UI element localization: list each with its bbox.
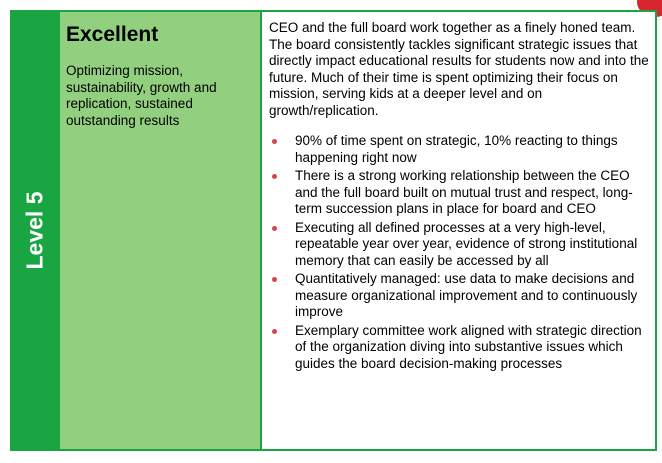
bullet-item bbox=[269, 133, 649, 166]
bullet-item bbox=[269, 323, 649, 373]
level-column bbox=[12, 12, 60, 449]
bullet-text: There is a strong working relationship between the CEO and the full board built on mutual trust and respect, long-term succession plans in place for board and CEO bbox=[295, 168, 633, 216]
detail-column bbox=[262, 12, 655, 449]
bullet-item bbox=[269, 271, 649, 321]
bullet-item bbox=[269, 220, 649, 270]
rating-description: Optimizing mission, sustainability, growth and replication, sustained outstanding results bbox=[66, 63, 217, 128]
bullet-icon bbox=[272, 329, 277, 334]
detail-intro: CEO and the full board work together as a finely honed team. The board consistently tackles significant strategic issues that directly impact educational results for students now and into the future. Much of their time is spent optimizing their focus on mission, serving kids at a deeper level and on growth/replication. bbox=[269, 20, 649, 118]
bullet-text: Executing all defined processes at a very high-level, repeatable year over year, evidence of strong institutional memory that can easily be accessed by all bbox=[295, 219, 638, 268]
bullet-icon bbox=[272, 277, 277, 282]
bullet-text: Quantitatively managed: use data to make decisions and measure organizational improvement and to continuously improve bbox=[295, 271, 638, 319]
rating-title: Excellent bbox=[66, 23, 159, 46]
bullet-item bbox=[269, 168, 649, 218]
rubric-table bbox=[10, 10, 657, 451]
rating-column bbox=[60, 12, 262, 449]
bullet-icon bbox=[272, 174, 277, 179]
level-label: Level 5 bbox=[21, 191, 48, 270]
detail-bullet-list bbox=[269, 133, 649, 372]
bullet-icon bbox=[272, 226, 277, 231]
bullet-icon bbox=[272, 139, 277, 144]
bullet-text: 90% of time spent on strategic, 10% reacting to things happening right now bbox=[295, 133, 618, 165]
bullet-text: Exemplary committee work aligned with strategic direction of the organization diving into substantive issues which guides the board decision-making processes bbox=[295, 322, 642, 371]
